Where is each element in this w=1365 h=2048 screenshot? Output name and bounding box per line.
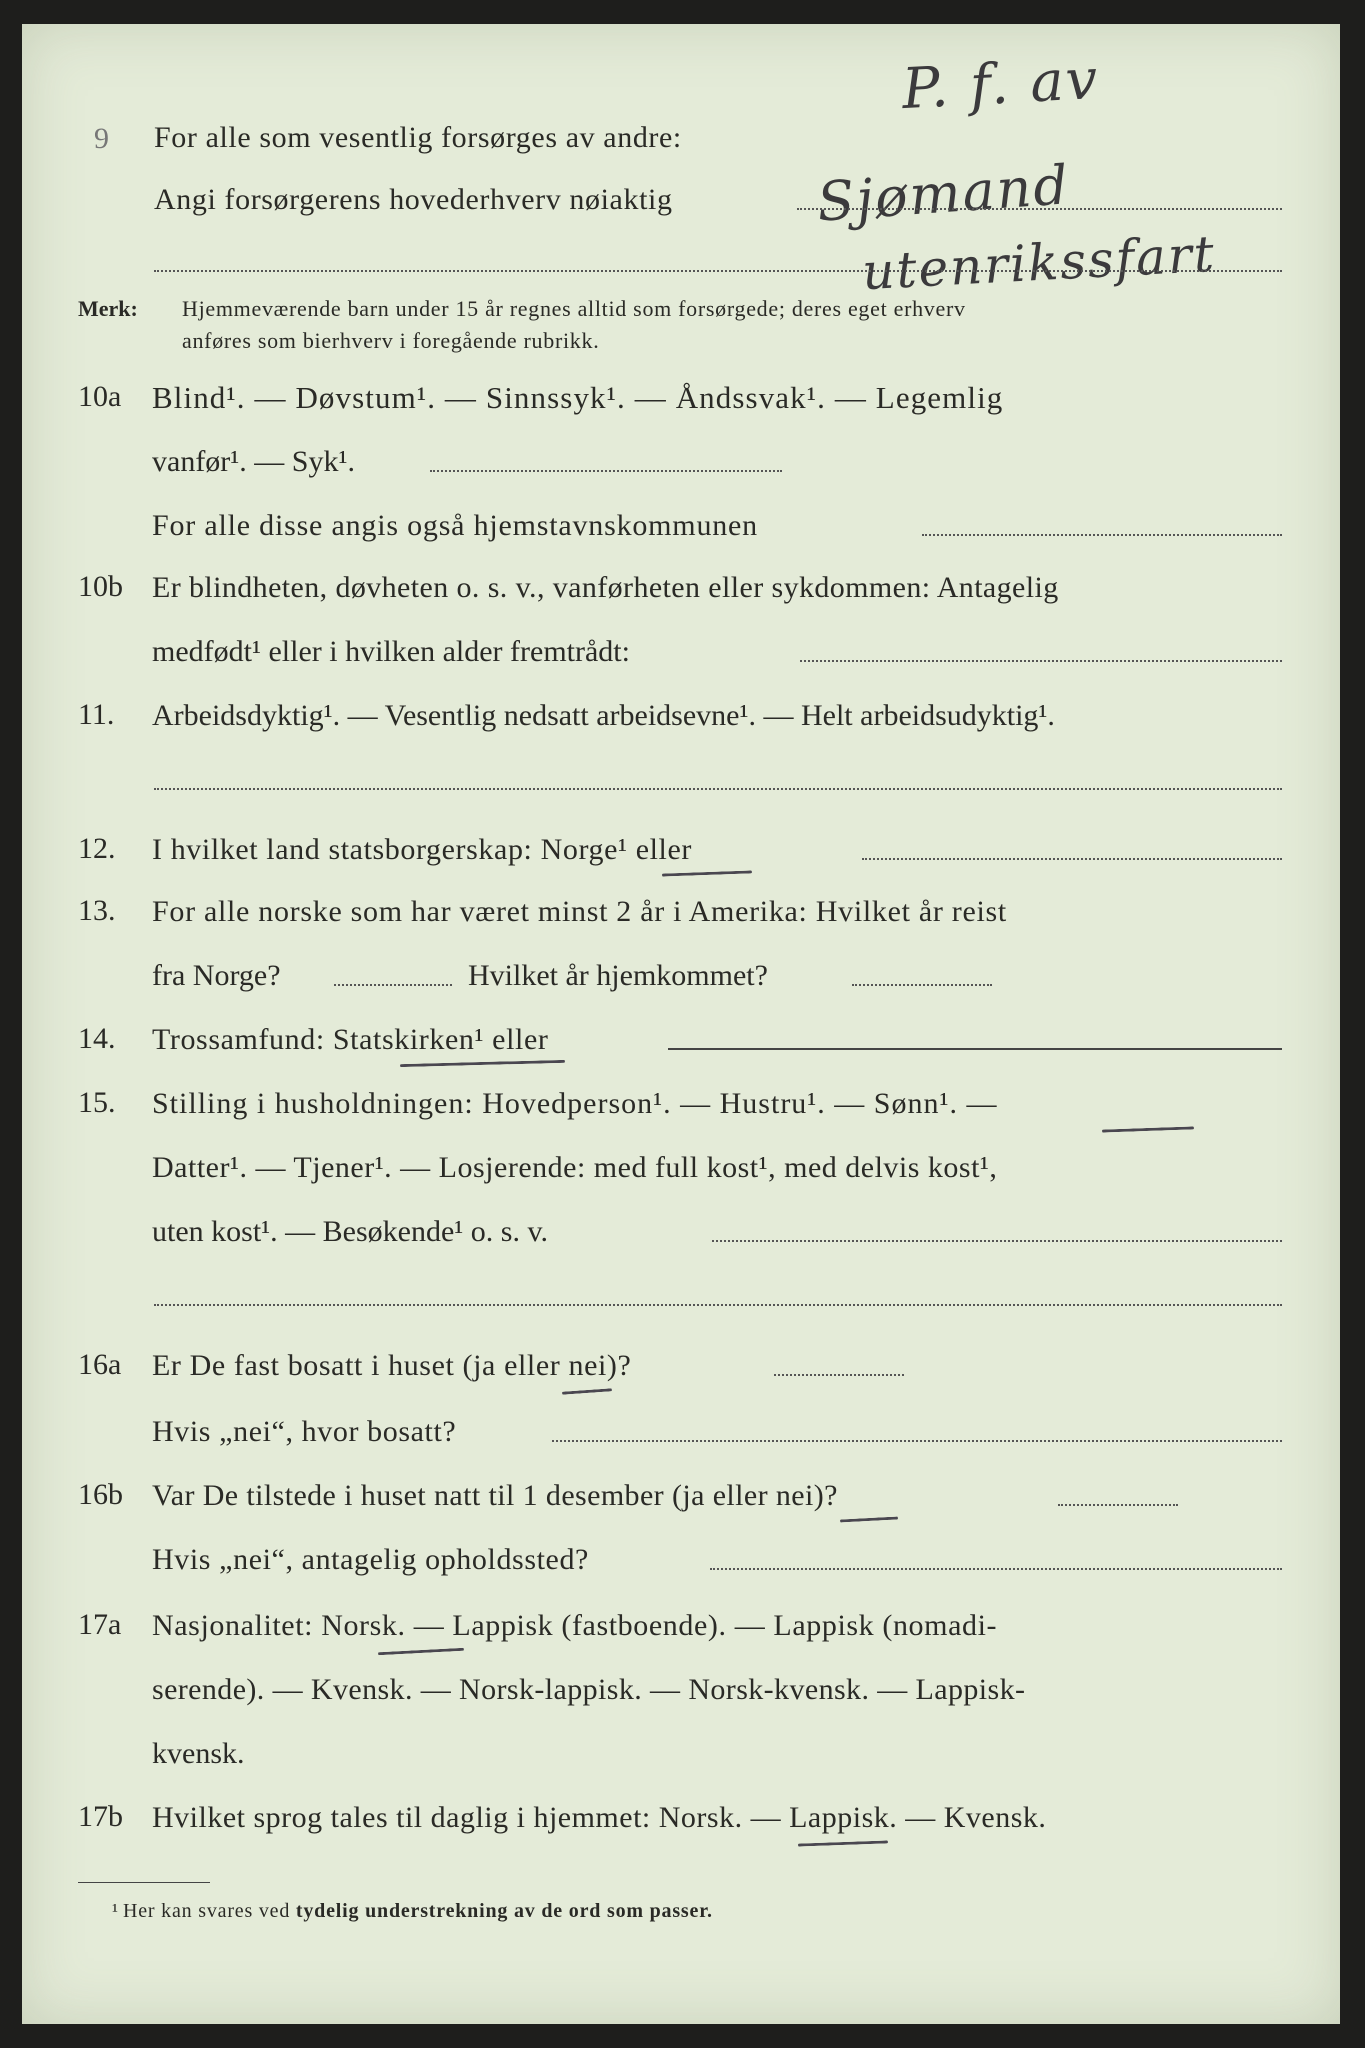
footnote (112, 1896, 713, 1926)
q13-text-line2a: fra Norge? (152, 959, 281, 992)
q15-text-line1: Stilling i husholdningen: Hovedperson¹. — Hustru¹. — Sønn¹. — (152, 1087, 998, 1120)
question-number-17b: 17b (78, 1800, 123, 1833)
q9-text-line1: For alle som vesentlig forsørges av andre: (154, 121, 682, 154)
q15-text-line2: Datter¹. — Tjener¹. — Losjerende: med full kost¹, med delvis kost¹, (152, 1151, 998, 1184)
q11-answer-line (154, 788, 1282, 790)
underline-norsk-17b (798, 1840, 888, 1846)
question-number-10a: 10a (78, 380, 122, 413)
question-number-12: 12. (78, 832, 116, 865)
q9-answer-line2 (154, 270, 1282, 272)
question-number-9: 9 (94, 122, 109, 155)
q16b-answer-line (1058, 1504, 1178, 1506)
question-number-13: 13. (78, 894, 116, 927)
question-number-10b: 10b (78, 570, 123, 603)
q17b-text-line1: Hvilket sprog tales til daglig i hjemmet: Norsk. — Lappisk. — Kvensk. (152, 1801, 1047, 1834)
q16a-text-line2: Hvis „nei“, hvor bosatt? (152, 1415, 457, 1448)
question-number-16a: 16a (78, 1348, 122, 1381)
q13-year-left-line (334, 984, 452, 986)
question-number-11: 11. (78, 698, 115, 731)
underline-norge (662, 870, 752, 876)
footnote-mark: ¹ (112, 1900, 118, 1922)
question-number-17a: 17a (78, 1608, 122, 1641)
q13-text-line2b: Hvilket år hjemkommet? (468, 959, 768, 992)
q16a-text-line1: Er De fast bosatt i huset (ja eller nei)? (152, 1349, 632, 1382)
merk-text-line1: Hjemmeværende barn under 15 år regnes alltid som forsørgede; deres eget erhverv (182, 296, 966, 321)
footnote-divider (78, 1882, 210, 1883)
merk-text-line2: anføres som bierhverv i foregående rubrikk. (182, 328, 600, 353)
q16b-text-line1: Var De tilstede i huset natt til 1 desember (ja eller nei)? (152, 1479, 838, 1512)
footnote-text-b: tydelig understrekning av de ord som passer. (295, 1900, 713, 1922)
q10a-text-line1: Blind¹. — Døvstum¹. — Sinnssyk¹. — Åndssvak¹. — Legemlig (152, 380, 1004, 415)
q10a-text-line2: vanfør¹. — Syk¹. (152, 445, 355, 478)
q16b-text-line2: Hvis „nei“, antagelig opholdssted? (152, 1543, 589, 1576)
q16a-answer-line2 (552, 1440, 1282, 1442)
q12-answer-line (862, 858, 1282, 860)
q14-answer-line (668, 1048, 1282, 1050)
q15-answer-line (712, 1240, 1282, 1242)
underline-sonn (1102, 1126, 1194, 1132)
q11-text-line1: Arbeidsdyktig¹. — Vesentlig nedsatt arbeidsevne¹. — Helt arbeidsudyktig¹. (152, 699, 1055, 732)
handwritten-occupation: Sjømand (815, 153, 1072, 234)
q10a-answer-line2 (922, 534, 1282, 536)
underline-norsk-17a (378, 1648, 464, 1655)
q12-text-line1: I hvilket land statsborgerskap: Norge¹ eller (152, 833, 692, 866)
q17a-text-line2: serende). — Kvensk. — Norsk-lappisk. — Norsk-kvensk. — Lappisk- (152, 1673, 1026, 1706)
q13-text-line1: For alle norske som har været minst 2 år i Amerika: Hvilket år reist (152, 895, 1007, 928)
q10b-text-line1: Er blindheten, døvheten o. s. v., vanførheten eller sykdommen: Antagelig (152, 571, 1059, 604)
question-number-14: 14. (78, 1022, 116, 1055)
question-number-16b: 16b (78, 1478, 123, 1511)
underline-ja (562, 1388, 612, 1394)
q9-answer-line (797, 208, 1282, 210)
census-form-page (22, 24, 1340, 2024)
q9-text-line2: Angi forsørgerens hovederhverv nøiaktig (154, 183, 673, 216)
handwritten-note-line1: P. f. av (900, 46, 1101, 123)
handwritten-occupation-line2: utenrikssfart (860, 224, 1218, 302)
q10b-answer-line (800, 660, 1282, 662)
q17a-text-line3: kvensk. (152, 1737, 245, 1770)
q15-text-line3: uten kost¹. — Besøkende¹ o. s. v. (152, 1215, 549, 1248)
merk-label: Merk: (78, 296, 138, 321)
q14-text-line1: Trossamfund: Statskirken¹ eller (152, 1023, 549, 1056)
underline-statskirken (400, 1060, 565, 1067)
q17a-text-line1: Nasjonalitet: Norsk. — Lappisk (fastboende). — Lappisk (nomadi- (152, 1609, 998, 1642)
q16a-answer-line (774, 1374, 904, 1376)
q10a-answer-line (430, 470, 782, 472)
q13-year-return-line (852, 984, 992, 986)
footnote-text-a: Her kan svares ved (123, 1900, 296, 1922)
q15-answer-line2 (154, 1304, 1282, 1306)
q16b-answer-line2 (710, 1568, 1282, 1570)
underline-ja-16b (840, 1516, 898, 1522)
q10a-text-line3: For alle disse angis også hjemstavnskommunen (152, 509, 758, 542)
q10b-text-line2: medfødt¹ eller i hvilken alder fremtrådt: (152, 635, 630, 668)
question-number-15: 15. (78, 1086, 116, 1119)
